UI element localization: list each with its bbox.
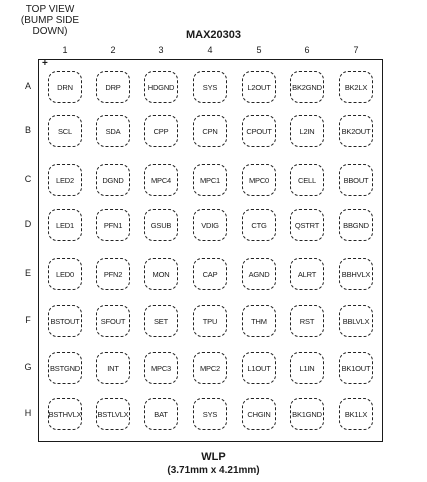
pin-bump: DRN	[48, 71, 82, 103]
pin-bump: VDIG	[193, 209, 227, 241]
pin-bump: BSTHVLX	[48, 398, 82, 430]
pin-bump: CAP	[193, 258, 227, 290]
pin-bump: MPC1	[193, 164, 227, 196]
pin-bump: MON	[144, 258, 178, 290]
pin-bump: BBHVLX	[339, 258, 373, 290]
pin-bump: BK1LX	[339, 398, 373, 430]
package-dimensions: (3.71mm x 4.21mm)	[167, 465, 260, 476]
pin-bump: L2OUT	[242, 71, 276, 103]
pin-bump: THM	[242, 305, 276, 337]
row-letter: H	[24, 408, 32, 418]
pin-bump: CELL	[290, 164, 324, 196]
pin-bump: BSTOUT	[48, 305, 82, 337]
pin-bump: ALRT	[290, 258, 324, 290]
row-letter: A	[24, 81, 31, 91]
column-number: 3	[158, 45, 164, 55]
pin-bump: MPC3	[144, 352, 178, 384]
pin-bump: BBLVLX	[339, 305, 373, 337]
pin-bump: CPP	[144, 115, 178, 147]
column-number: 6	[304, 45, 310, 55]
pin-bump: RST	[290, 305, 324, 337]
pin-bump: BK2GND	[290, 71, 324, 103]
pin-bump: BK2LX	[339, 71, 373, 103]
pin-bump: MPC2	[193, 352, 227, 384]
row-letter: C	[24, 174, 32, 184]
pin-bump: L2IN	[290, 115, 324, 147]
pin1-marker: +	[42, 58, 48, 69]
pin-bump: CPOUT	[242, 115, 276, 147]
pin-bump: LED2	[48, 164, 82, 196]
pin-bump: LED1	[48, 209, 82, 241]
pin-bump: SCL	[48, 115, 82, 147]
pin-bump: SDA	[96, 115, 130, 147]
pin-bump: PFN2	[96, 258, 130, 290]
pin-bump: SYS	[193, 398, 227, 430]
column-number: 1	[62, 45, 68, 55]
pin-bump: QSTRT	[290, 209, 324, 241]
pin-bump: L1OUT	[242, 352, 276, 384]
view-label	[6, 4, 94, 37]
view-label-line1: TOP VIEW	[25, 4, 75, 15]
pin-bump: MPC0	[242, 164, 276, 196]
pin-bump: DRP	[96, 71, 130, 103]
row-letter: B	[24, 125, 31, 135]
pin-bump: BK2OUT	[339, 115, 373, 147]
row-letter: D	[24, 219, 32, 229]
pin-bump: CHGIN	[242, 398, 276, 430]
column-number: 5	[256, 45, 262, 55]
pin-bump: BSTLVLX	[96, 398, 130, 430]
pin-bump: GSUB	[144, 209, 178, 241]
pin-bump: AGND	[242, 258, 276, 290]
pin-bump: BBGND	[339, 209, 373, 241]
view-label-line2: (BUMP SIDE DOWN)	[20, 15, 80, 37]
column-number: 4	[207, 45, 213, 55]
package-name: WLP	[201, 451, 226, 463]
pin-bump: SET	[144, 305, 178, 337]
pin-bump: L1IN	[290, 352, 324, 384]
pin-bump: HDGND	[144, 71, 178, 103]
pin-bump: INT	[96, 352, 130, 384]
pin-bump: PFN1	[96, 209, 130, 241]
column-number: 7	[353, 45, 359, 55]
pin-bump: SYS	[193, 71, 227, 103]
pin-bump: BAT	[144, 398, 178, 430]
pin-bump: CPN	[193, 115, 227, 147]
pin-bump: SFOUT	[96, 305, 130, 337]
pin-bump: LED0	[48, 258, 82, 290]
pin-bump: DGND	[96, 164, 130, 196]
row-letter: E	[24, 268, 31, 278]
column-number: 2	[110, 45, 116, 55]
pin-bump: CTG	[242, 209, 276, 241]
pin-bump: BK1GND	[290, 398, 324, 430]
pin-bump: BK1OUT	[339, 352, 373, 384]
pin-bump: BBOUT	[339, 164, 373, 196]
row-letter: G	[24, 362, 32, 372]
pin-bump: MPC4	[144, 164, 178, 196]
pin-bump: TPU	[193, 305, 227, 337]
part-number-title: MAX20303	[185, 29, 242, 41]
row-letter: F	[25, 315, 31, 325]
pin-bump: BSTGND	[48, 352, 82, 384]
